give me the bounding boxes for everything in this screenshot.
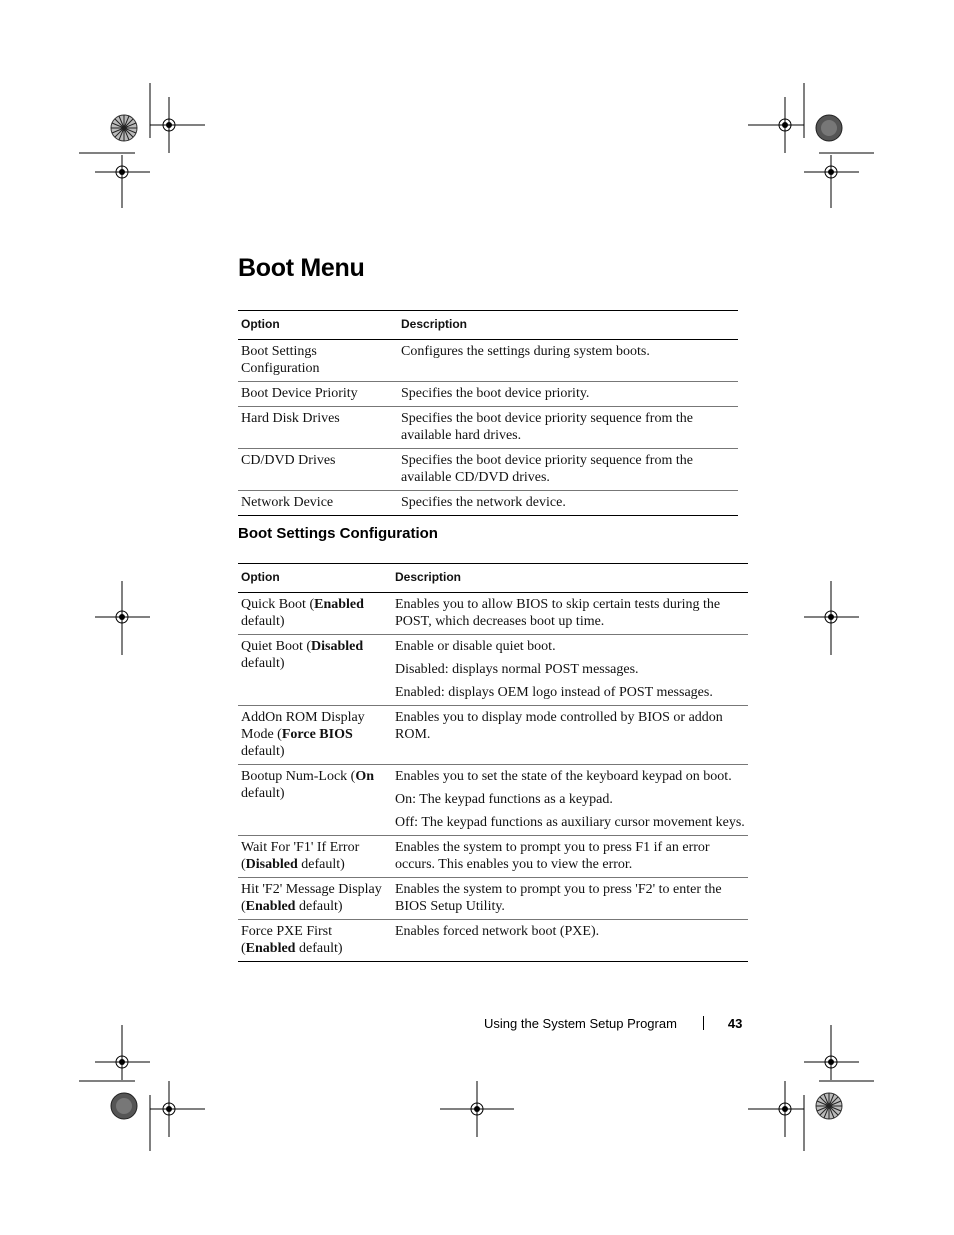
default-label: default [301, 857, 341, 872]
table-row [238, 382, 738, 407]
description-text: Off: The keypad functions as auxiliary cursor movement keys. [395, 815, 745, 830]
description-cell [398, 407, 738, 449]
boot-settings-table [238, 563, 748, 962]
footer-divider [703, 1016, 704, 1030]
option-name: Wait For 'F1' If Error [241, 840, 360, 855]
description-cell [392, 593, 748, 635]
description-text: Enabled: displays OEM logo instead of POST messages. [395, 685, 713, 700]
default-label: default [298, 899, 338, 914]
boot-menu-table-body [238, 340, 738, 516]
description-text: Specifies the boot device priority sequence from the available CD/DVD drives. [401, 453, 693, 485]
default-label: default [241, 614, 280, 629]
table-row [238, 449, 738, 491]
option-cell: Network Device [238, 491, 398, 516]
description-text: Configures the settings during system boots. [401, 344, 650, 359]
option-name: Quiet Boot [241, 639, 303, 654]
column-header-description: Description [398, 311, 738, 340]
option-cell: AddOn ROM Display Mode (Force BIOS default) [238, 706, 392, 765]
footer-chapter-title: Using the System Setup Program [484, 1016, 677, 1031]
option-cell: CD/DVD Drives [238, 449, 398, 491]
description-text: Disabled: displays normal POST messages. [395, 662, 639, 677]
description-text: Enables you to display mode controlled by BIOS or addon ROM. [395, 710, 723, 742]
column-header-description: Description [392, 564, 748, 593]
description-cell [398, 382, 738, 407]
table-header-row [238, 564, 748, 593]
description-text: Enable or disable quiet boot. [395, 639, 556, 654]
option-cell: Quiet Boot (Disabled default) [238, 635, 392, 706]
boot-settings-table-body [238, 593, 748, 962]
table-row [238, 635, 748, 706]
description-text: Enables forced network boot (PXE). [395, 924, 600, 939]
description-cell [392, 706, 748, 765]
default-value: On [355, 769, 375, 784]
description-text: Specifies the boot device priority sequence from the available hard drives. [401, 411, 693, 443]
option-cell: Boot Device Priority [238, 382, 398, 407]
description-text: On: The keypad functions as a keypad. [395, 792, 613, 807]
table-row [238, 706, 748, 765]
default-label: default [241, 744, 280, 759]
table-row [238, 765, 748, 836]
default-label: default [241, 656, 280, 671]
description-cell [392, 920, 748, 962]
option-cell: Quick Boot (Enabled default) [238, 593, 392, 635]
option-name: Quick Boot [241, 597, 306, 612]
description-cell [392, 635, 748, 706]
option-cell: Boot Settings Configuration [238, 340, 398, 382]
column-header-option: Option [238, 311, 398, 340]
description-text: Enables the system to prompt you to press F1 if an error occurs. This enables you to view the error. [395, 840, 710, 872]
option-cell: Force PXE First (Enabled default) [238, 920, 392, 962]
description-cell [392, 836, 748, 878]
option-name: AddOn ROM Display Mode [241, 710, 365, 742]
default-label: default [241, 786, 280, 801]
default-label: default [298, 941, 338, 956]
option-name: Hit 'F2' Message Display [241, 882, 382, 897]
default-value: Disabled [311, 639, 364, 654]
option-cell: Hit 'F2' Message Display (Enabled default) [238, 878, 392, 920]
description-text: Enables you to set the state of the keyboard keypad on boot. [395, 769, 732, 784]
table-row [238, 878, 748, 920]
option-name: Force PXE First [241, 924, 332, 939]
description-text: Specifies the network device. [401, 495, 566, 510]
table-row [238, 593, 748, 635]
description-text: Specifies the boot device priority. [401, 386, 590, 401]
description-cell [398, 491, 738, 516]
table-row [238, 920, 748, 962]
description-text: Enables you to allow BIOS to skip certain tests during the POST, which decreases boot up time. [395, 597, 721, 629]
table-header-row [238, 311, 738, 340]
section-title: Boot Settings Configuration [238, 525, 438, 542]
default-value: Force BIOS [281, 727, 353, 742]
option-cell: Bootup Num-Lock (On default) [238, 765, 392, 836]
option-name: Bootup Num-Lock [241, 769, 348, 784]
table-row [238, 491, 738, 516]
default-value: Enabled [314, 597, 364, 612]
page-title: Boot Menu [238, 254, 365, 282]
boot-menu-table [238, 310, 738, 516]
description-cell [392, 878, 748, 920]
page-number: 43 [727, 1016, 743, 1031]
description-cell [392, 765, 748, 836]
description-text: Enables the system to prompt you to press 'F2' to enter the BIOS Setup Utility. [395, 882, 722, 914]
option-cell: Wait For 'F1' If Error (Disabled default) [238, 836, 392, 878]
default-value: Disabled [245, 857, 298, 872]
page-footer [484, 1016, 742, 1031]
table-row [238, 836, 748, 878]
option-cell: Hard Disk Drives [238, 407, 398, 449]
description-cell [398, 340, 738, 382]
column-header-option: Option [238, 564, 392, 593]
default-value: Enabled [245, 941, 296, 956]
table-row [238, 340, 738, 382]
table-row [238, 407, 738, 449]
default-value: Enabled [245, 899, 296, 914]
description-cell [398, 449, 738, 491]
